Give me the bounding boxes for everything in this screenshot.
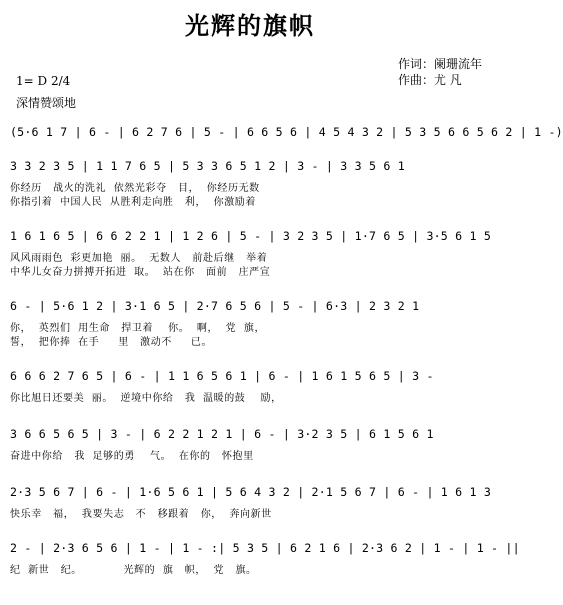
lyric-line: 誓， 把你捧 在手 里 激动不 已。: [10, 337, 213, 348]
lyric-line: 你指引着 中国人民 从胜利走向胜 利， 你激励着: [10, 197, 257, 208]
key-signature: 1= D 2/4: [16, 74, 71, 88]
lyric-line: 快乐幸 福， 我要失志 不 移跟着 你， 奔向新世: [10, 509, 272, 520]
page-title: 光辉的旗帜: [185, 11, 315, 40]
notation-line: 1 6 1 6 5 | 6 6 2 2 1 | 1 2 6 | 5 - | 3 2 3 5 | 1·7 6 5 | 3·5 6 1 5: [10, 229, 492, 243]
score-system-7: [10, 482, 492, 524]
credits: [398, 56, 482, 88]
notation-line: 6 6 6 2 7 6 5 | 6 - | 1 1 6 5 6 1 | 6 - | 1 6 1 5 6 5 | 3 -: [10, 369, 434, 383]
lyric-line: 风风雨雨色 彩更加艳 丽。 无数人 前赴后继 举着: [10, 253, 268, 264]
composer-credit: 作曲：尤 凡: [397, 73, 462, 87]
score-system-6: [10, 424, 492, 466]
notation-line: 2·3 5 6 7 | 6 - | 1·6 5 6 1 | 5 6 4 3 2 | 2·1 5 6 7 | 6 - | 1 6 1 3: [10, 485, 492, 499]
lyric-line: 你经历 战火的洗礼 依然光彩夺 目， 你经历无数: [10, 183, 260, 194]
notation-line: 3 6 6 5 6 5 | 3 - | 6 2 2 1 2 1 | 6 - | 3·2 3 5 | 6 1 5 6 1: [10, 427, 434, 441]
score-system-1: [10, 122, 563, 146]
notation-line: 6 - | 5·6 1 2 | 3·1 6 5 | 2·7 6 5 6 | 5 - | 6·3 | 2 3 2 1: [10, 299, 420, 313]
notation-line: 3 3 2 3 5 | 1 1 7 6 5 | 5 3 3 6 5 1 2 | 3 - | 3 3 5 6 1: [10, 159, 405, 173]
lyric-line: 纪 新世 纪。 光辉的 旗 帜， 党 旗。: [10, 565, 257, 576]
score-system-3: [10, 226, 492, 282]
lyricist-credit: 作词：阑珊流年: [397, 57, 482, 71]
score-system-5: [10, 366, 492, 408]
tempo-marking: 深情赞颂地: [16, 96, 77, 110]
score-system-4: [10, 296, 492, 352]
notation-line: (5·6 1 7 | 6 - | 6 2 7 6 | 5 - | 6 6 5 6 | 4 5 4 3 2 | 5 3 5 6 6 5 6 2 | 1 -): [10, 125, 563, 139]
notation-line: 2 - | 2·3 6 5 6 | 1 - | 1 - :| 5 3 5 | 6 2 1 6 | 2·3 6 2 | 1 - | 1 - ||: [10, 541, 520, 555]
lyric-line: 中华儿女奋力拼搏开拓进 取。 站在你 面前 庄严宣: [10, 267, 271, 278]
lyric-line: 你， 英烈们 用生命 捍卫着 你。 啊， 党 旗，: [10, 323, 266, 334]
lyric-line: 奋进中你给 我 足够的勇 气。 在你的 怀抱里: [10, 451, 254, 462]
score-system-2: [10, 156, 492, 212]
lyric-line: 你比旭日还要美 丽。 逆境中你给 我 温暖的鼓 励，: [10, 393, 282, 404]
score-system-8: [10, 538, 520, 580]
